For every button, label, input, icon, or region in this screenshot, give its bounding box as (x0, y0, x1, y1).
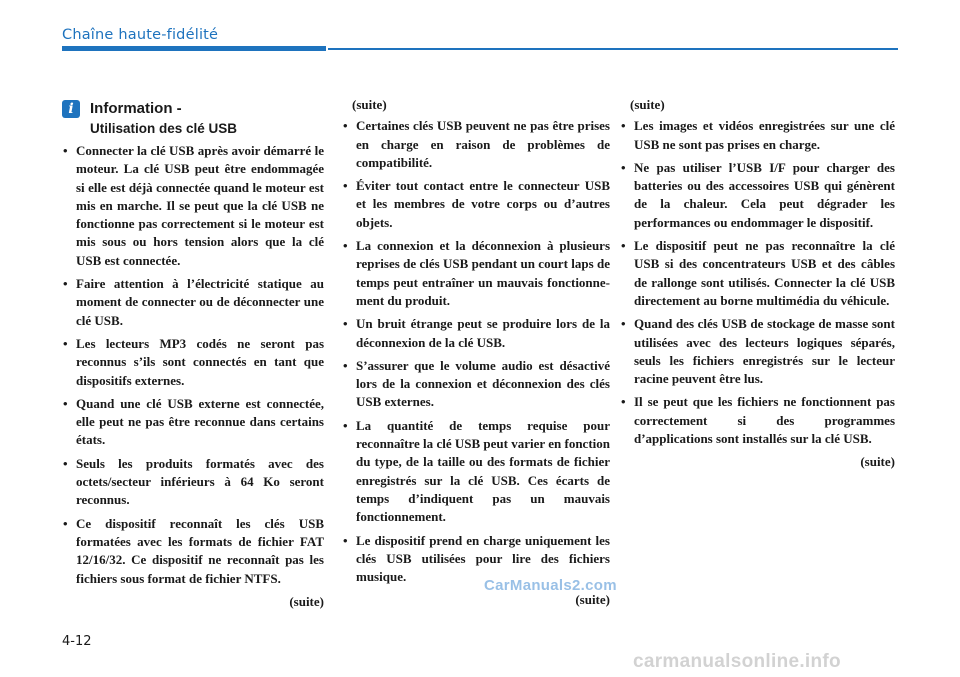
list-item: • Ne pas utiliser l’USB I/F pour charger des batteries ou des accessoires USB qui génèrent de la chaleur. Cela peut dégrader les performances ou endommager le dispositif. (620, 159, 895, 232)
bullet-list (342, 117, 610, 586)
header-rule-thin (328, 48, 898, 50)
watermark-carmanualsonline: carmanualsonline.info (633, 651, 841, 672)
list-item: • La connexion et la déconnexion à plusieurs reprises de clés USB pendant un court laps de temps peut entraîner un mauvais fonctionne- ment du produit. (342, 237, 610, 310)
continued-label: (suite) (575, 592, 610, 608)
watermark-carmanuals: CarManuals2.com (484, 577, 617, 594)
info-title: Information - (90, 100, 182, 117)
list-item: • Les images et vidéos enregistrées sur une clé USB ne sont pas prises en charge. (620, 117, 895, 154)
list-item: • Un bruit étrange peut se produire lors de la déconnexion de la clé USB. (342, 315, 610, 352)
list-item: • Quand une clé USB externe est connectée, elle peut ne pas être reconnue dans certains états. (62, 395, 324, 450)
info-heading (62, 96, 324, 140)
list-item: • Les lecteurs MP3 codés ne seront pas reconnus s’ils sont connectés en tant que dispositifs externes. (62, 335, 324, 390)
info-icon: i (62, 100, 80, 118)
list-item: • Ce dispositif reconnaît les clés USB formatées avec les formats de fichier FAT 12/16/32. Ce dispositif ne reconnaît pas les fichiers sous format de fichier NTFS. (62, 515, 324, 588)
column-3 (620, 96, 895, 472)
list-item: • Le dispositif peut ne pas reconnaître la clé USB si des concentrateurs USB et des câbles de rallonge sont utilisés. Connecter la clé USB directement au borne multimédia du véhicule. (620, 237, 895, 310)
bullet-list (620, 117, 895, 448)
section-title: Chaîne haute-fidélité (62, 27, 219, 43)
info-subtitle: Utilisation des clé USB (90, 121, 238, 136)
list-item: • Le dispositif prend en charge uniquement les clés USB utilisées pour lire des fichiers musique. (342, 532, 610, 587)
list-item: • La quantité de temps requise pour reconnaître la clé USB peut varier en fonction du type, de la taille ou des formats de fichier enregistrés sur la clé USB. Ces écarts de temps d’indiquent pas un mauvais fonctionnement. (342, 417, 610, 527)
header-rule-thick (62, 46, 326, 51)
continued-label: (suite) (860, 454, 895, 470)
list-item: • Il se peut que les fichiers ne fonctionnent pas correctement si des programmes d’applications sont installés sur la clé USB. (620, 393, 895, 448)
bullet-list (62, 142, 324, 588)
list-item: • S’assurer que le volume audio est désactivé lors de la connexion et déconnexion des clés USB externes. (342, 357, 610, 412)
column-2 (342, 96, 610, 610)
list-item: • Certaines clés USB peuvent ne pas être prises en charge en raison de problèmes de compatibilité. (342, 117, 610, 172)
continued-label: (suite) (289, 593, 324, 609)
list-item: • Connecter la clé USB après avoir démarré le moteur. La clé USB peut être endommagée si elle est déjà connectée quand le moteur est mis en marche. Il se peut que la clé USB ne fonctionne pas correctement si le moteur est mis sous ou hors tension alors que la clé USB est connectée. (62, 142, 324, 270)
list-item: • Seuls les produits formatés avec des octets/secteur inférieurs à 64 Ko seront reconnus. (62, 455, 324, 510)
list-item: • Quand des clés USB de stockage de masse sont utilisées avec des lecteurs logiques séparés, seuls les fichiers enregistrés sur le lecteur racine peuvent être lus. (620, 315, 895, 388)
page-number: 4-12 (62, 634, 92, 649)
continued-from-label: (suite) (352, 97, 387, 112)
list-item: • Éviter tout contact entre le connecteur USB et les membres de votre corps ou d’autres objets. (342, 177, 610, 232)
list-item: • Faire attention à l’électricité statique au moment de connecter ou de déconnecter une clé USB. (62, 275, 324, 330)
column-1 (62, 96, 324, 611)
continued-from-label: (suite) (630, 97, 665, 112)
